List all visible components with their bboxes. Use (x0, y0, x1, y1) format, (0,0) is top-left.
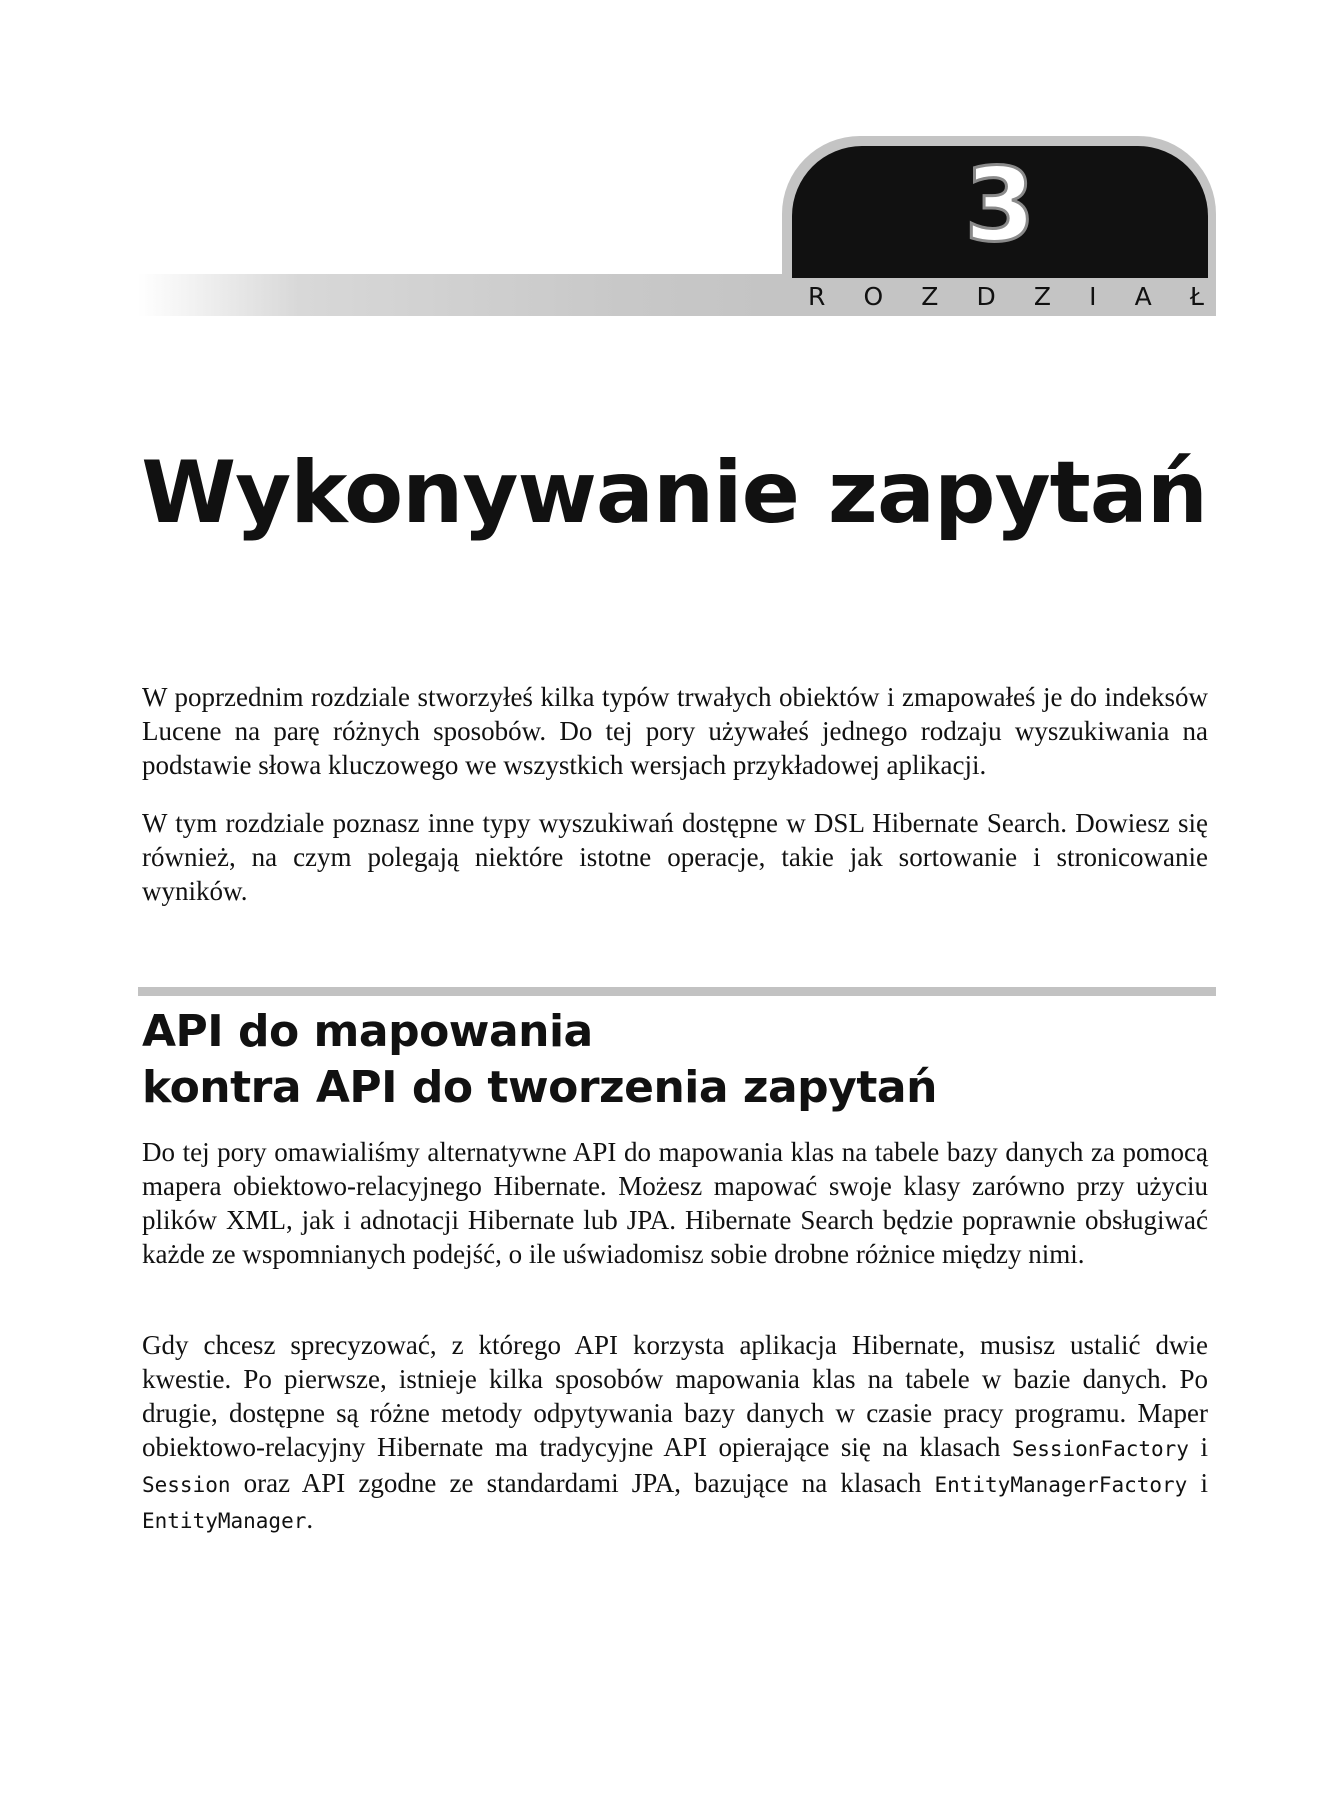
code-entity-manager: EntityManager (142, 1509, 307, 1533)
chapter-label-letter: D (976, 281, 996, 311)
section-paragraph-1: Do tej pory omawialiśmy alternatywne API do mapowania klas na tabele bazy danych za pomocą mapera obiektowo-relacyjnego Hibernate. Możesz mapować swoje klasy zarówno przy użyciu plików XML, jak i adnotacji Hibernate lub JPA. Hibernate Search będzie poprawnie obsługiwać każde ze wspomnianych podejść, o ile uświadomisz sobie drobne różnice między nimi. (142, 1137, 1208, 1269)
section-title-line-2: kontra API do tworzenia zapytań (142, 1062, 937, 1113)
section-title (142, 1004, 937, 1116)
chapter-label-letter: I (1089, 281, 1097, 311)
chapter-label-letter: A (1134, 281, 1152, 311)
section-title-line-1: API do mapowania (142, 1006, 593, 1057)
text-run: . (306, 1504, 314, 1534)
chapter-label-letter: Z (921, 281, 939, 311)
chapter-label-letter: O (863, 281, 884, 311)
text-run: i (1187, 1468, 1208, 1498)
chapter-label-letter: Ł (1189, 281, 1204, 311)
text-run: i (1188, 1432, 1208, 1462)
code-entity-manager-factory: EntityManagerFactory (934, 1473, 1188, 1497)
intro-paragraph-2: W tym rozdziale poznasz inne typy wyszukiwań dostępne w DSL Hibernate Search. Dowiesz się również, na czym polegają niektóre istotne operacje, takie jak sortowanie i stronicowanie wyników. (142, 808, 1208, 906)
text-run: oraz API zgodne ze standardami JPA, bazujące na klasach (230, 1468, 935, 1498)
chapter-number: 3 (964, 146, 1036, 265)
chapter-label-letter: R (808, 281, 826, 311)
intro-paragraph-1: W poprzednim rozdziale stworzyłeś kilka typów trwałych obiektów i zmapowałeś je do indeksów Lucene na parę różnych sposobów. Do tej pory używałeś jednego rodzaju wyszukiwania na podstawie słowa kluczowego we wszystkich wersjach przykładowej aplikacji. (142, 682, 1208, 780)
code-session-factory: SessionFactory (1011, 1437, 1189, 1461)
text-run: Gdy chcesz sprecyzować, z którego API korzysta aplikacja Hibernate, musisz ustalić dwie kwestie. Po pierwsze, istnieje kilka sposobów mapowania klas na tabele w bazie danych. Po drugie, dostępne są różne metody odpytywania bazy danych w czasie pracy programu. Maper obiektowo-relacyjny Hibernate ma tradycyjne API opierające się na klasach (142, 1330, 1208, 1462)
chapter-label (790, 280, 1216, 312)
chapter-title: Wykonywanie zapytań (141, 442, 1207, 543)
chapter-label-letter: Z (1033, 281, 1052, 311)
section-rule (138, 987, 1216, 996)
section-paragraph-2 (142, 1328, 1208, 1538)
code-session: Session (142, 1473, 231, 1497)
